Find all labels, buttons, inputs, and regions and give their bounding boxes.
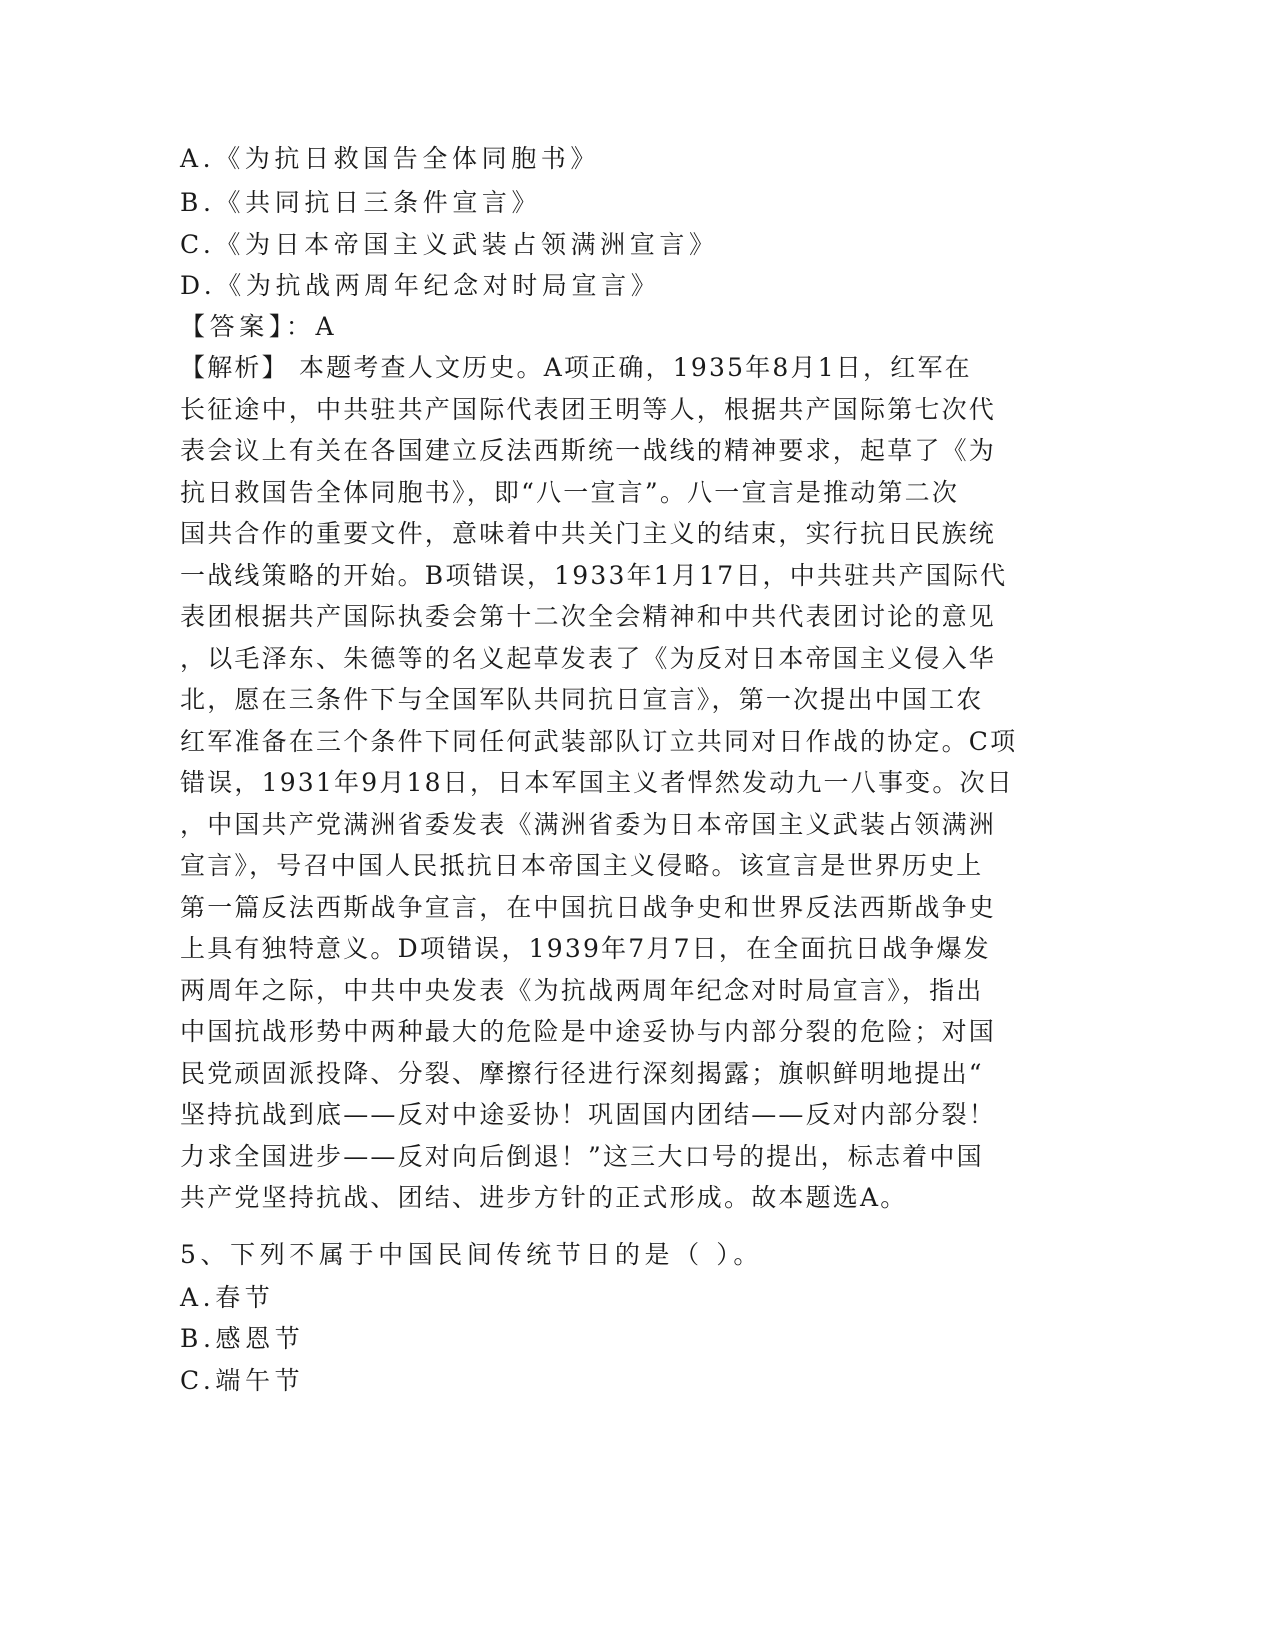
- q4-explanation-line: 红军准备在三个条件下同任何武装部队订立共同对日作战的协定。C项: [180, 727, 1018, 756]
- q4-explanation-line: 宣言》，号召中国人民抵抗日本帝国主义侵略。该宣言是世界历史上: [180, 851, 984, 880]
- q4-explanation-line: ，以毛泽东、朱德等的名义起草发表了《为反对日本帝国主义侵入华: [180, 644, 997, 673]
- q4-explanation-line: 错误，1931年9月18日，日本军国主义者悍然发动九一八事变。次日: [180, 768, 1014, 797]
- q4-explanation-line: 北，愿在三条件下与全国军队共同抗日宣言》，第一次提出中国工农: [180, 685, 984, 714]
- q4-explanation-line: ，中国共产党满洲省委发表《满洲省委为日本帝国主义武装占领满洲: [180, 810, 997, 839]
- q4-explanation-line: 一战线策略的开始。B项错误，1933年1月17日，中共驻共产国际代: [180, 561, 1008, 590]
- q4-explanation-line: 抗日救国告全体同胞书》，即“八一宣言”。八一宣言是推动第二次: [180, 478, 960, 507]
- q4-explanation-line: 表会议上有关在各国建立反法西斯统一战线的精神要求，起草了《为: [180, 436, 997, 465]
- q4-answer: 【答案】：A: [180, 312, 339, 341]
- q4-explanation-line: 力求全国进步——反对向后倒退！”这三大口号的提出，标志着中国: [180, 1142, 984, 1171]
- q5-stem: 5、下列不属于中国民间传统节日的是（ ）。: [180, 1240, 763, 1269]
- q4-explanation-line: 【解析】 本题考查人文历史。A项正确，1935年8月1日，红军在: [180, 353, 972, 382]
- q4-explanation-line: 坚持抗战到底——反对中途妥协！巩固国内团结——反对内部分裂！: [180, 1100, 997, 1129]
- q4-explanation-line: 中国抗战形势中两种最大的危险是中途妥协与内部分裂的危险；对国: [180, 1017, 997, 1046]
- q4-option-b: B.《共同抗日三条件宣言》: [180, 188, 542, 217]
- q4-explanation-line: 表团根据共产国际执委会第十二次全会精神和中共代表团讨论的意见: [180, 602, 997, 631]
- q4-option-d: D.《为抗战两周年纪念对时局宣言》: [180, 271, 661, 300]
- q5-option-a: A.春节: [180, 1283, 275, 1312]
- q4-explanation-line: 民党顽固派投降、分裂、摩擦行径进行深刻揭露；旗帜鲜明地提出“: [180, 1059, 984, 1088]
- q5-option-c: C.端午节: [180, 1366, 305, 1395]
- q4-explanation-line: 两周年之际，中共中央发表《为抗战两周年纪念对时局宣言》，指出: [180, 976, 984, 1005]
- q4-explanation-line: 共产党坚持抗战、团结、进步方针的正式形成。故本题选A。: [180, 1183, 908, 1212]
- q4-explanation-line: 国共合作的重要文件，意味着中共关门主义的结束，实行抗日民族统: [180, 519, 997, 548]
- q4-option-a: A.《为抗日救国告全体同胞书》: [180, 144, 601, 173]
- q4-explanation-line: 第一篇反法西斯战争宣言，在中国抗日战争史和世界反法西斯战争史: [180, 893, 997, 922]
- q4-explanation-line: 长征途中，中共驻共产国际代表团王明等人，根据共产国际第七次代: [180, 395, 997, 424]
- q5-option-b: B.感恩节: [180, 1324, 305, 1353]
- q4-option-c: C.《为日本帝国主义武装占领满洲宣言》: [180, 230, 719, 259]
- q4-explanation-line: 上具有独特意义。D项错误，1939年7月7日，在全面抗日战争爆发: [180, 934, 991, 963]
